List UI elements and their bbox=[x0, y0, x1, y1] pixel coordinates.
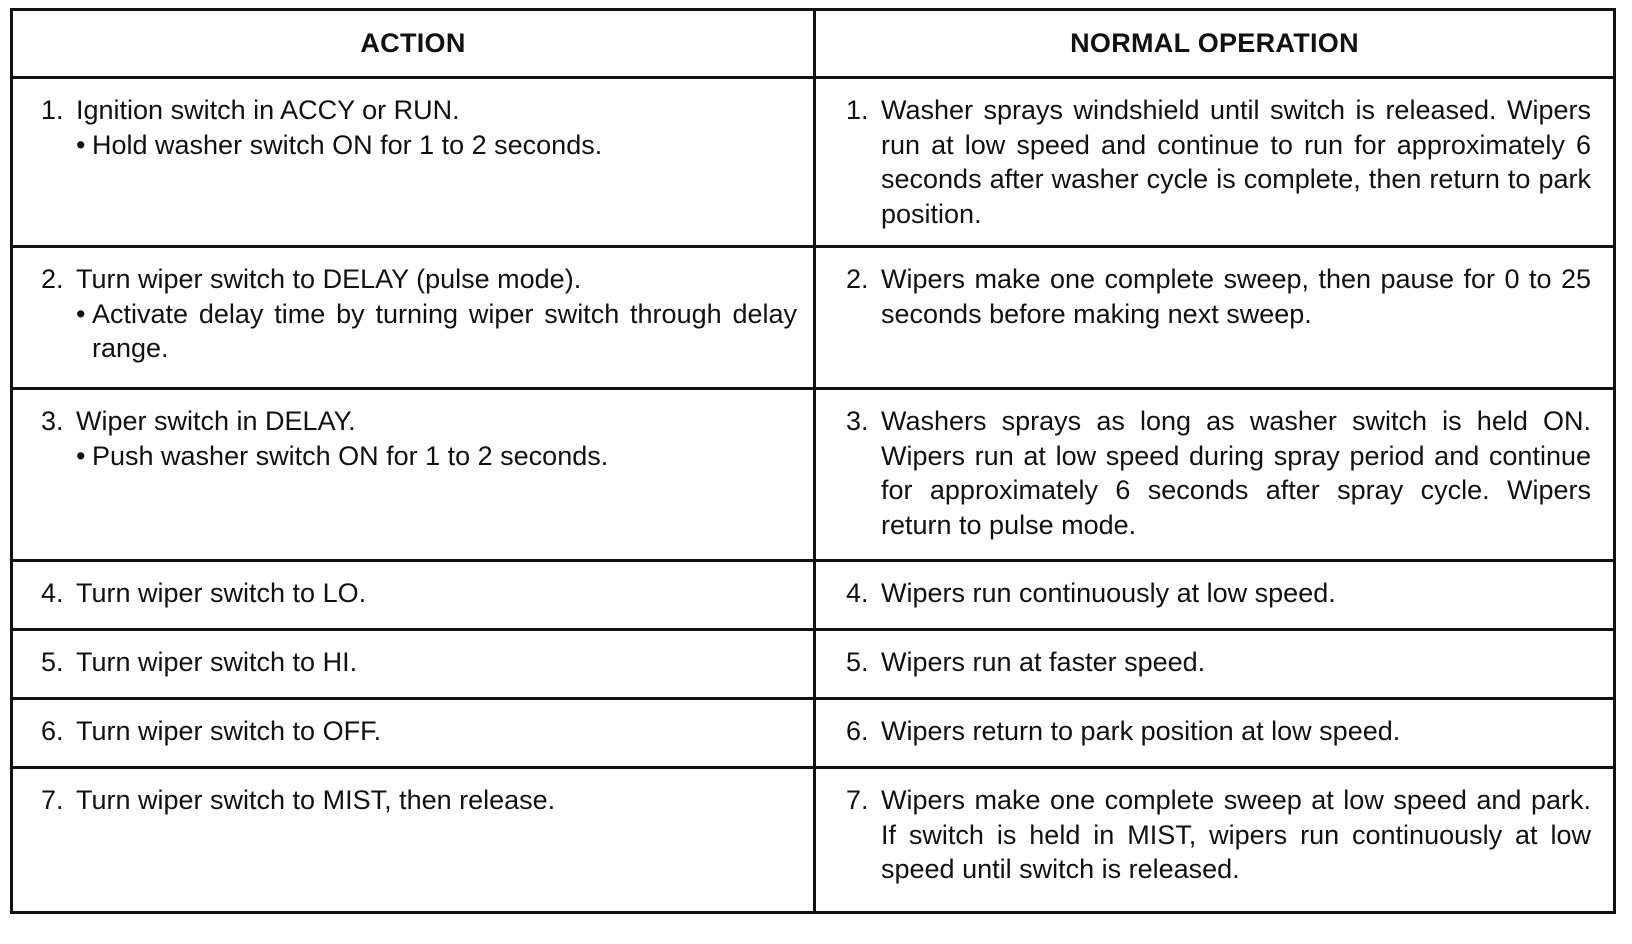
operation-step-number: 2. bbox=[846, 264, 869, 294]
operation-step-number: 1. bbox=[846, 95, 869, 125]
action-sub-text: Hold washer switch ON for 1 to 2 seconds. bbox=[92, 129, 603, 160]
action-sub-text: Push washer switch ON for 1 to 2 seconds. bbox=[92, 440, 609, 471]
action-text: Turn wiper switch to MIST, then release. bbox=[76, 785, 556, 815]
table-row bbox=[13, 700, 1613, 769]
action-cell bbox=[13, 700, 816, 766]
action-text: Turn wiper switch to LO. bbox=[76, 578, 367, 608]
operation-step-number: 3. bbox=[846, 406, 869, 436]
action-cell bbox=[13, 390, 816, 559]
action-step-number: 2. bbox=[41, 264, 64, 294]
bullet-icon: • bbox=[76, 298, 86, 329]
action-step-number: 3. bbox=[41, 406, 64, 436]
action-cell bbox=[13, 631, 816, 697]
normal-operation-column-header: NORMAL OPERATION bbox=[1070, 28, 1359, 58]
action-text: Turn wiper switch to OFF. bbox=[76, 716, 382, 746]
operation-text: Wipers run continuously at low speed. bbox=[881, 578, 1336, 608]
action-text: Turn wiper switch to DELAY (pulse mode). bbox=[76, 264, 582, 294]
operation-step-number: 7. bbox=[846, 785, 869, 815]
operation-text: Washer sprays windshield until switch is released. Wipers run at low speed and continue to run for approximately 6 seconds after washer cycle is complete, then return to park position. bbox=[881, 95, 1591, 229]
operation-cell bbox=[816, 562, 1613, 628]
action-cell bbox=[13, 79, 816, 245]
action-cell bbox=[13, 248, 816, 387]
operation-step-number: 5. bbox=[846, 647, 869, 677]
table-row bbox=[13, 248, 1613, 390]
action-text: Wiper switch in DELAY. bbox=[76, 406, 356, 436]
action-step-number: 7. bbox=[41, 785, 64, 815]
table-header-row bbox=[13, 11, 1613, 79]
operation-cell bbox=[816, 79, 1613, 245]
operation-step-number: 4. bbox=[846, 578, 869, 608]
action-step-number: 6. bbox=[41, 716, 64, 746]
operation-text: Washers sprays as long as washer switch is held ON. Wipers run at low speed during spray period and continue for approximately 6 seconds after spray cycle. Wipers return to pulse mode. bbox=[881, 406, 1591, 540]
action-text: Turn wiper switch to HI. bbox=[76, 647, 358, 677]
operation-cell bbox=[816, 769, 1613, 911]
table-row bbox=[13, 769, 1613, 911]
action-cell bbox=[13, 769, 816, 911]
bullet-icon: • bbox=[76, 129, 86, 160]
action-text: Ignition switch in ACCY or RUN. bbox=[76, 95, 460, 125]
action-step-number: 5. bbox=[41, 647, 64, 677]
table-row bbox=[13, 562, 1613, 631]
action-cell bbox=[13, 562, 816, 628]
operation-cell bbox=[816, 390, 1613, 559]
table-row bbox=[13, 79, 1613, 248]
action-sub-text: Activate delay time by turning wiper switch through delay range. bbox=[92, 298, 797, 363]
operation-text: Wipers make one complete sweep, then pause for 0 to 25 seconds before making next sweep. bbox=[881, 264, 1591, 329]
operation-cell bbox=[816, 631, 1613, 697]
operation-cell bbox=[816, 700, 1613, 766]
operation-text: Wipers run at faster speed. bbox=[881, 647, 1206, 677]
action-step-number: 4. bbox=[41, 578, 64, 608]
action-step-number: 1. bbox=[41, 95, 64, 125]
operation-cell bbox=[816, 248, 1613, 387]
bullet-icon: • bbox=[76, 440, 86, 471]
operation-text: Wipers return to park position at low speed. bbox=[881, 716, 1401, 746]
table-row bbox=[13, 631, 1613, 700]
operation-text: Wipers make one complete sweep at low speed and park. If switch is held in MIST, wipers run continuously at low speed until switch is released. bbox=[881, 785, 1591, 884]
operation-step-number: 6. bbox=[846, 716, 869, 746]
wiper-test-table bbox=[10, 8, 1616, 914]
action-column-header: ACTION bbox=[13, 11, 816, 76]
table-row bbox=[13, 390, 1613, 562]
